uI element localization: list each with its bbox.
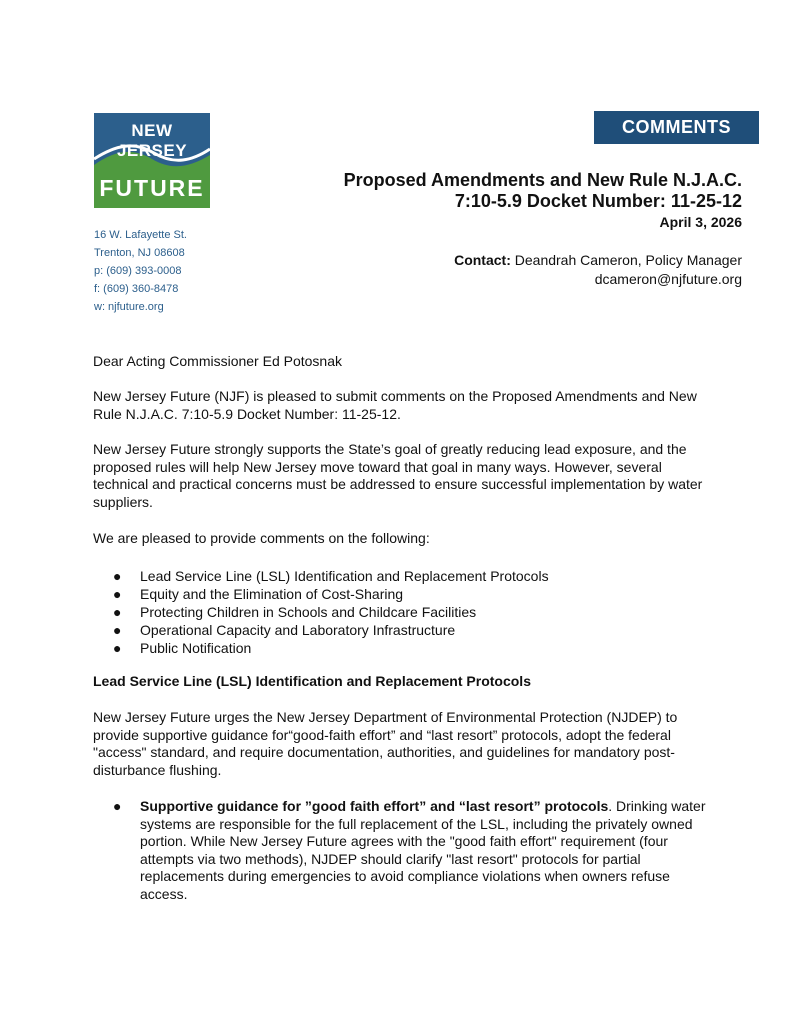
bullet-icon: ● <box>113 586 122 602</box>
comments-intro: We are pleased to provide comments on the following: <box>93 530 430 546</box>
sub-item-text: . Drinking water systems are responsible for the full replacement of the LSL, including the privately owned portion. While New Jersey Future agrees with the "good faith effort" requirement (four attempts via two methods), NJDEP should clarify "last resort" protocols for partial replacements during emergencies to avoid compliance violations when owners refuse access. <box>140 798 706 902</box>
sub-item-bold-lead: Supportive guidance for ”good faith effort” and “last resort” protocols <box>140 798 609 814</box>
address-website: w: njfuture.org <box>94 301 164 313</box>
sub-bullet-item <box>93 798 713 903</box>
section-paragraph: New Jersey Future urges the New Jersey Department of Environmental Protection (NJDEP) to provide supportive guidance for“good-faith effort” and “last resort” protocols, adopt the federal "access" standard, and require documentation, authorities, and guidelines for mandatory post-disturbance flushing. <box>93 709 678 778</box>
support-paragraph: New Jersey Future strongly supports the State’s goal of greatly reducing lead exposure, and the proposed rules will help New Jersey move toward that goal in many ways. However, several technical and practical concerns must be addressed to ensure successful implementation by water suppliers. <box>93 441 703 510</box>
address-fax: f: (609) 360-8478 <box>94 283 179 295</box>
list-item: ● Equity and the Elimination of Cost-Sharing <box>113 586 404 602</box>
topics-list <box>93 567 549 657</box>
bullet-icon: ● <box>113 798 122 814</box>
document-title <box>344 170 742 212</box>
title-line-2: 7:10-5.9 Docket Number: 11-25-12 <box>454 191 742 211</box>
contact-email: dcameron@njfuture.org <box>594 271 742 287</box>
contact-label: Contact: <box>454 252 511 268</box>
bullet-icon: ● <box>113 640 122 656</box>
comments-badge: COMMENTS <box>594 111 759 144</box>
address-phone: p: (609) 393-0008 <box>94 265 182 277</box>
list-item: ● Lead Service Line (LSL) Identification and Replacement Protocols <box>113 568 549 584</box>
intro-paragraph: New Jersey Future (NJF) is pleased to submit comments on the Proposed Amendments and New Rule N.J.A.C. 7:10-5.9 Docket Number: 11-25-12. <box>93 388 697 422</box>
bullet-icon: ● <box>113 604 122 620</box>
bullet-icon: ● <box>113 568 122 584</box>
document-date: April 3, 2026 <box>659 214 742 230</box>
address-city: Trenton, NJ 08608 <box>94 247 185 259</box>
address-street: 16 W. Lafayette St. <box>94 229 187 241</box>
section-heading: Lead Service Line (LSL) Identification and Replacement Protocols <box>93 673 531 689</box>
njf-logo <box>94 113 210 208</box>
contact-block <box>454 251 742 289</box>
organization-address <box>94 226 187 316</box>
list-item: ● Operational Capacity and Laboratory Infrastructure <box>113 622 456 638</box>
logo-bottom-text: FUTURE <box>99 175 205 201</box>
contact-name: Deandrah Cameron, Policy Manager <box>514 252 742 268</box>
list-item: ● Protecting Children in Schools and Childcare Facilities <box>113 604 477 620</box>
bullet-icon: ● <box>113 622 122 638</box>
list-item: ● Public Notification <box>113 640 252 656</box>
title-line-1: Proposed Amendments and New Rule N.J.A.C. <box>343 170 742 190</box>
logo-top-text: NEW JERSEY <box>116 121 188 160</box>
salutation: Dear Acting Commissioner Ed Potosnak <box>93 353 342 369</box>
